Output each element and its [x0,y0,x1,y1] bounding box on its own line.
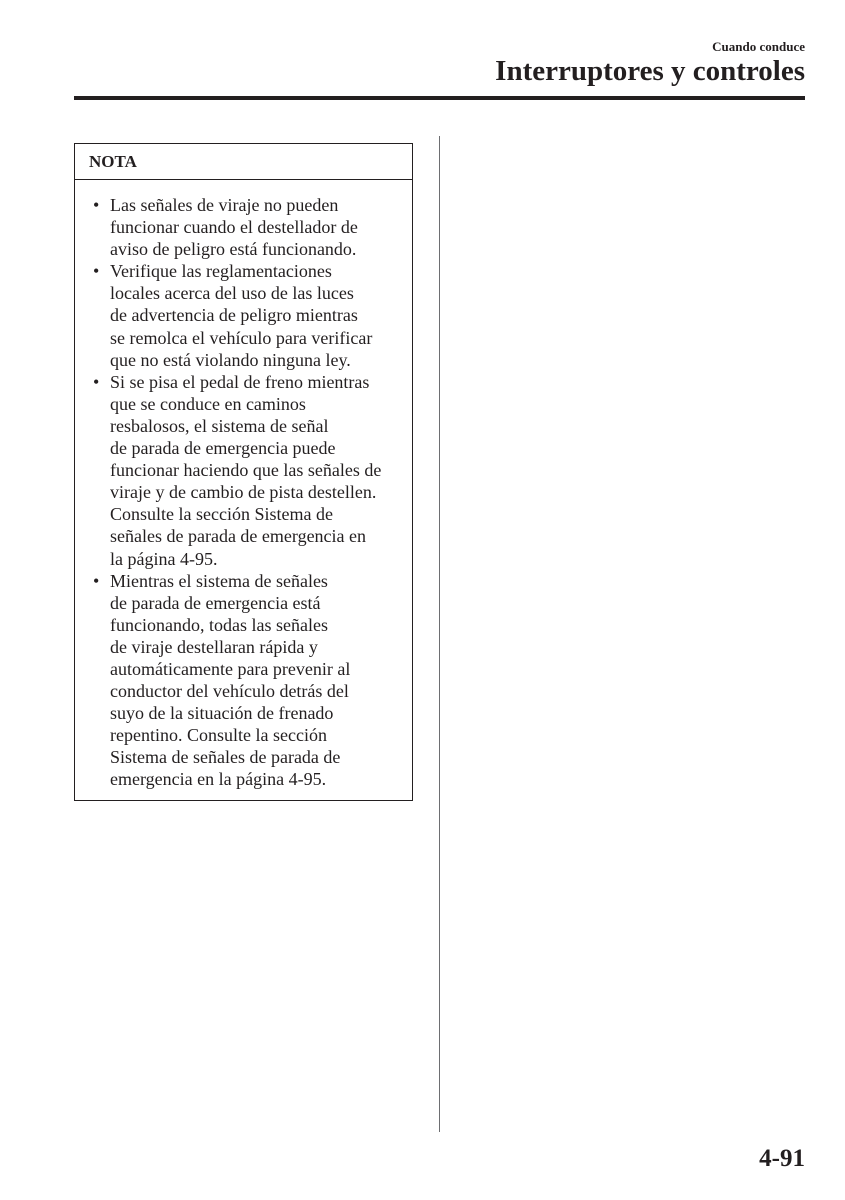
bullet-icon: • [93,371,100,392]
note-line: Consulte la sección Sistema de [110,504,333,525]
note-item [89,260,408,370]
bullet-icon: • [93,570,100,591]
note-line: señales de parada de emergencia en [110,526,367,547]
note-line: la página 4-95. [110,548,218,569]
bullet-icon: • [93,261,100,282]
note-line: locales acerca del uso de las luces [110,283,354,304]
note-line: resbalosos, el sistema de señal [110,415,329,436]
bullet-icon: • [93,195,100,215]
note-line: se remolca el vehículo para verificar [110,327,373,348]
note-line: funcionar haciendo que las señales de [110,460,382,481]
note-line: suyo de la situación de frenado [110,703,334,724]
note-line: Si se pisa el pedal de freno mientras [110,371,370,392]
note-line: Verifique las reglamentaciones [110,261,332,282]
note-item [89,570,408,791]
note-list [75,180,412,791]
note-line: Mientras el sistema de señales [110,570,328,591]
note-item [89,194,408,260]
note-line: de parada de emergencia puede [110,438,336,459]
note-line: que se conduce en caminos [110,393,306,414]
note-line: funcionar cuando el destellador de [110,217,358,238]
note-line: de viraje destellaran rápida y [110,636,318,657]
note-line: viraje y de cambio de pista destellen. [110,482,377,503]
note-line: automáticamente para prevenir al [110,658,351,679]
note-heading: NOTA [75,144,412,180]
header-rule [74,96,805,100]
note-line: aviso de peligro está funcionando. [110,239,357,260]
note-line: que no está violando ninguna ley. [110,349,351,370]
note-box [74,143,413,801]
note-line: repentino. Consulte la sección [110,725,327,746]
note-line: de advertencia de peligro mientras [110,305,358,326]
chapter-title: Interruptores y controles [495,55,805,87]
note-line: de parada de emergencia está [110,592,321,613]
note-line: conductor del vehículo detrás del [110,681,349,702]
note-line: Las señales de viraje no pueden [110,195,339,215]
note-item [89,371,408,570]
note-line: Sistema de señales de parada de [110,747,341,768]
page-number: 4-91 [759,1145,805,1172]
note-line: emergencia en la página 4-95. [110,769,327,790]
note-line: funcionando, todas las señales [110,614,328,635]
section-label: Cuando conduce [712,39,805,54]
column-divider [439,136,440,1132]
